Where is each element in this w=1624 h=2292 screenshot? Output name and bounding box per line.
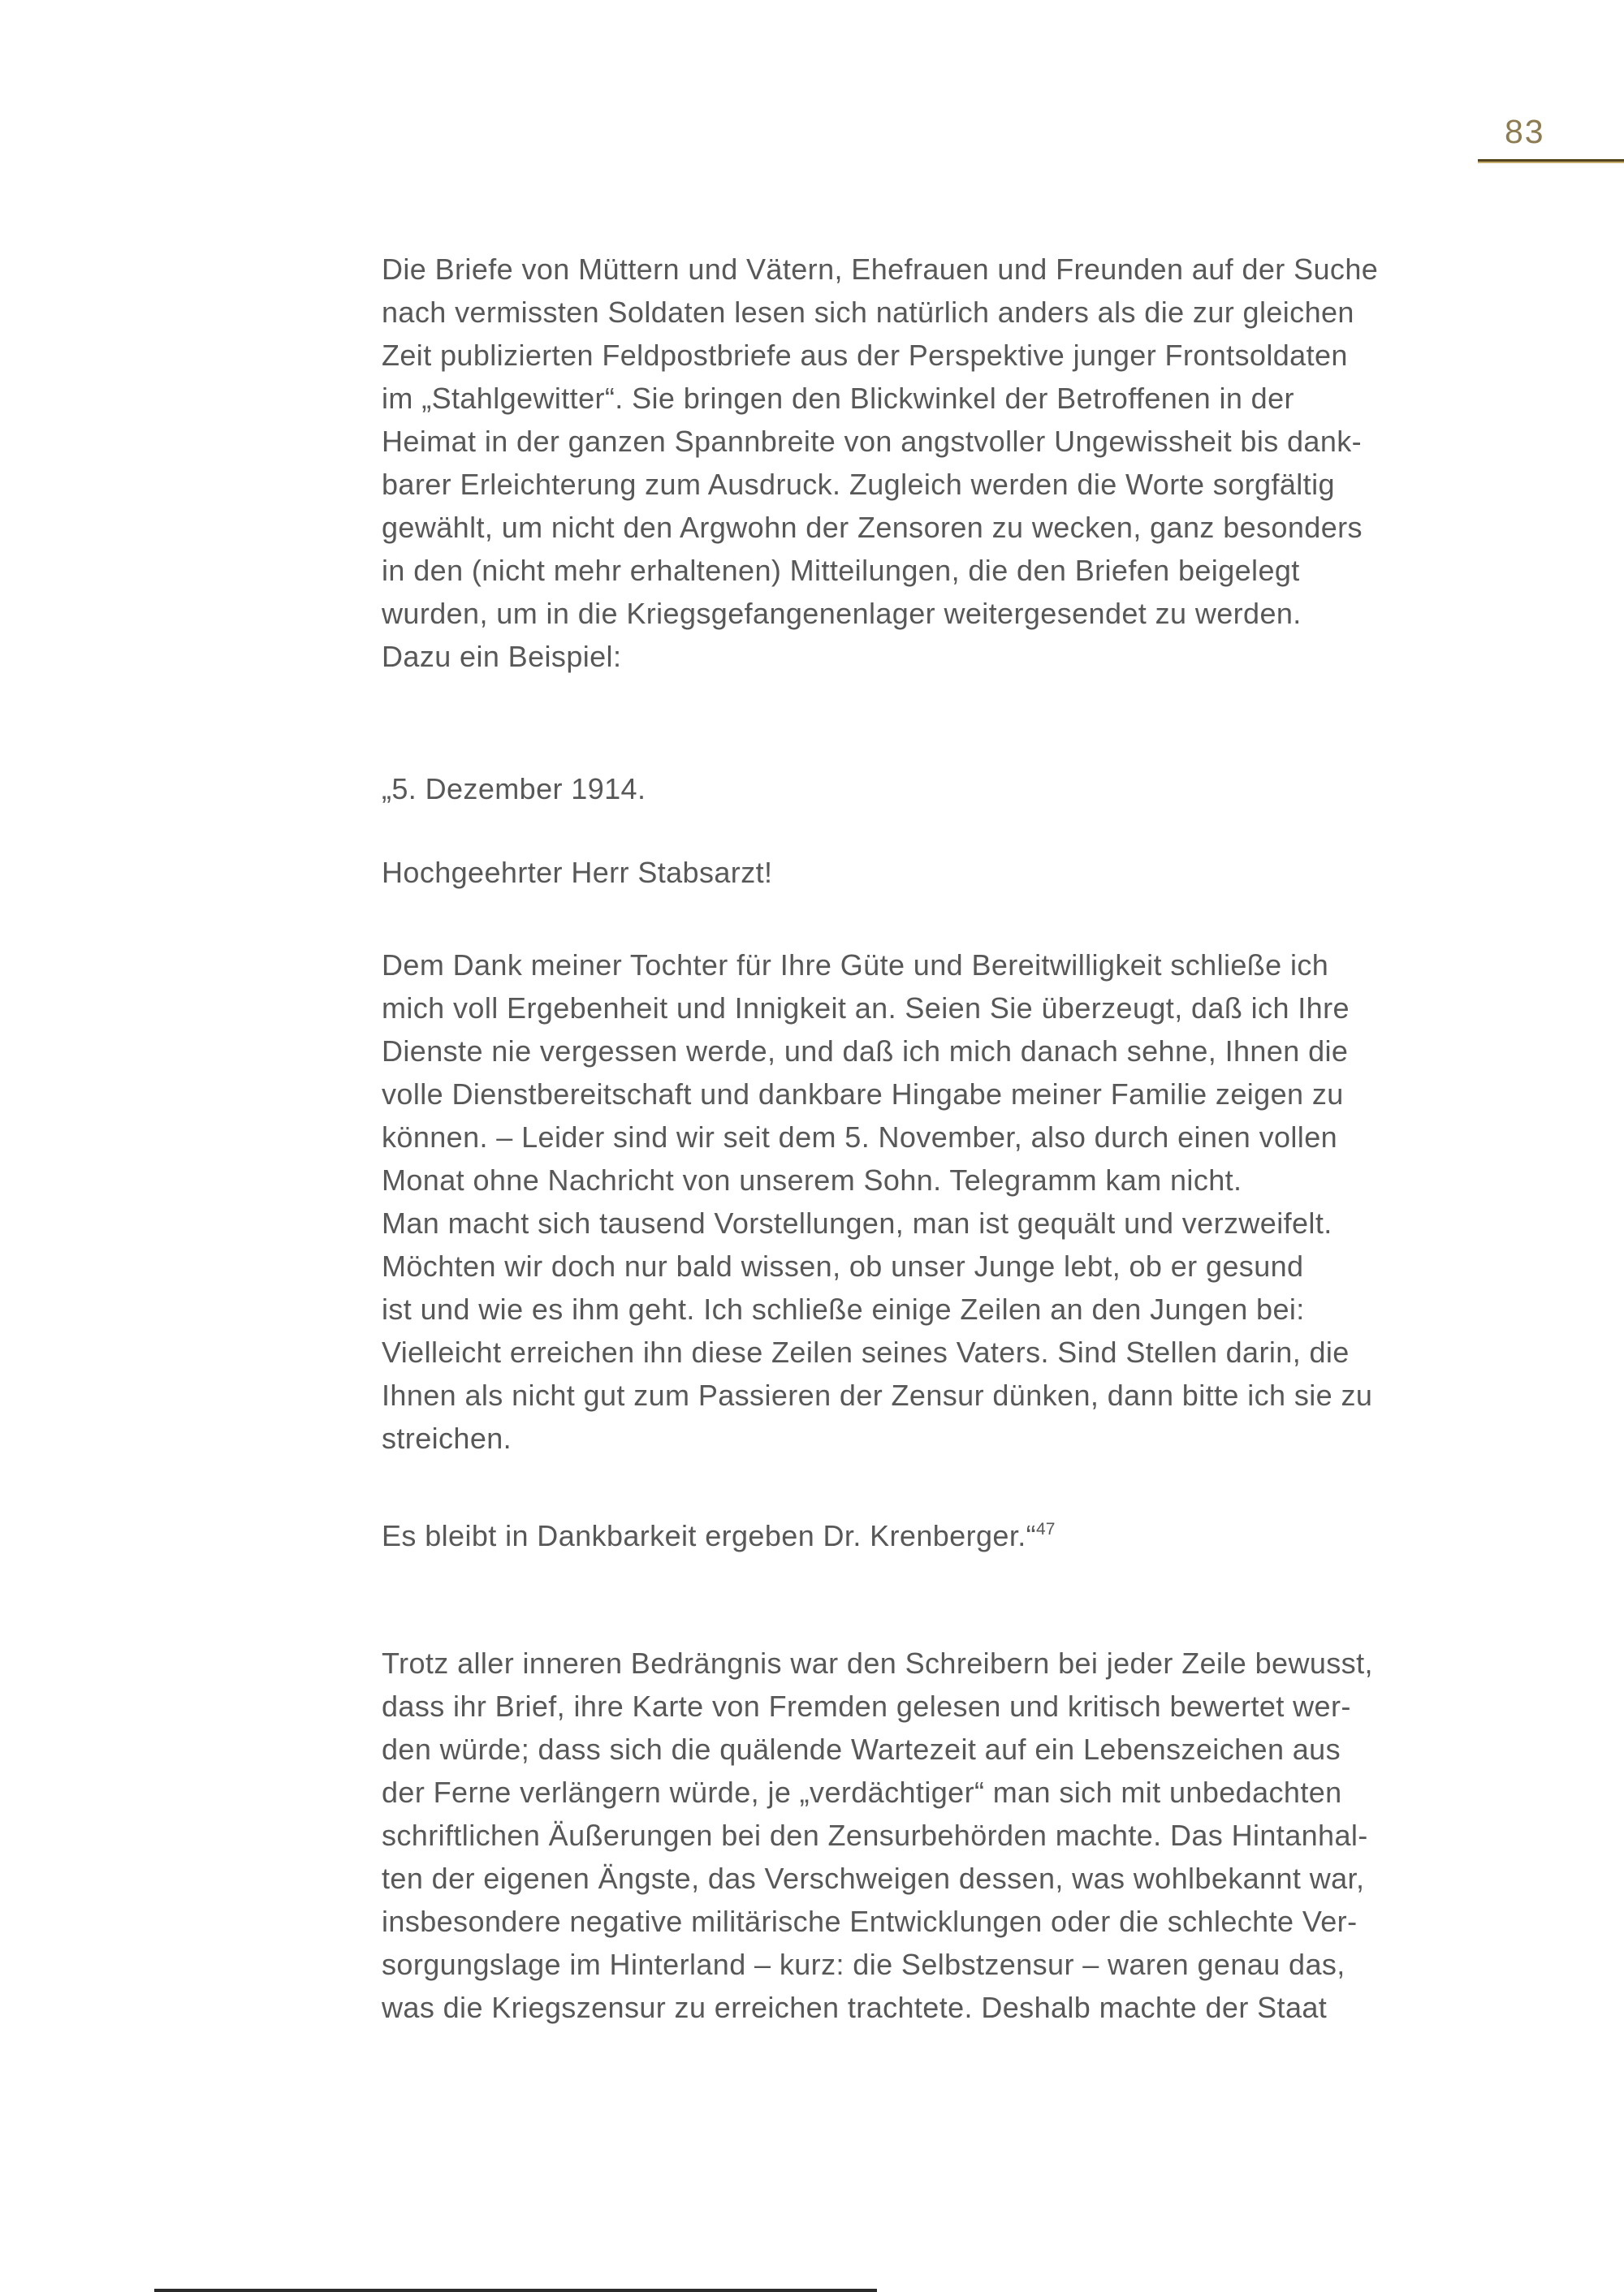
text-line: Man macht sich tausend Vorstellungen, man ist gequält und verzweifelt. — [382, 1206, 1332, 1240]
paragraph-intro — [382, 248, 1486, 678]
letter-closing — [382, 1508, 1486, 1551]
text-line: Dienste nie vergessen werde, und daß ich mich danach sehne, Ihnen die — [382, 1034, 1349, 1068]
letter-salutation — [382, 851, 1486, 894]
text-line: im „Stahlgewitter“. Sie bringen den Blickwinkel der Betroffenen in der — [382, 382, 1294, 415]
text-line: in den (nicht mehr erhaltenen) Mitteilungen, die den Briefen beigelegt — [382, 554, 1300, 587]
text-line: mich voll Ergebenheit und Innigkeit an. Seien Sie überzeugt, daß ich Ihre — [382, 991, 1350, 1025]
paragraph-outro — [382, 1642, 1486, 2029]
text-line: Hochgeehrter Herr Stabsarzt! — [382, 856, 773, 889]
text-line: Heimat in der ganzen Spannbreite von angstvoller Ungewissheit bis dank- — [382, 425, 1363, 458]
text-line: Trotz aller inneren Bedrängnis war den Schreibern bei jeder Zeile bewusst, — [382, 1647, 1373, 1680]
text-line: Ihnen als nicht gut zum Passieren der Zensur dünken, dann bitte ich sie zu — [382, 1379, 1373, 1412]
text-line: „5. Dezember 1914. — [382, 772, 646, 805]
text-line: insbesondere negative militärische Entwicklungen oder die schlechte Ver- — [382, 1905, 1358, 1938]
header-rule-light-line — [1478, 162, 1624, 163]
letter-closing-text: Es bleibt in Dankbarkeit ergeben Dr. Krenberger.“ — [382, 1519, 1037, 1552]
text-line: Dem Dank meiner Tochter für Ihre Güte und Bereitwilligkeit schließe ich — [382, 948, 1329, 982]
text-line: wurden, um in die Kriegsgefangenenlager weitergesendet zu werden. — [382, 597, 1302, 630]
text-line: Dazu ein Beispiel: — [382, 640, 622, 673]
text-line: Möchten wir doch nur bald wissen, ob unser Junge lebt, ob er gesund — [382, 1250, 1304, 1283]
text-line: nach vermissten Soldaten lesen sich natürlich anders als die zur gleichen — [382, 296, 1354, 329]
page-bottom-edge-line — [154, 2289, 877, 2292]
text-line: barer Erleichterung zum Ausdruck. Zugleich werden die Worte sorgfältig — [382, 468, 1335, 501]
page-number: 83 — [1505, 113, 1545, 150]
text-line — [382, 1508, 1486, 1551]
text-line: Vielleicht erreichen ihn diese Zeilen seines Vaters. Sind Stellen darin, die — [382, 1336, 1350, 1369]
text-line: den würde; dass sich die quälende Wartezeit auf ein Lebenszeichen aus — [382, 1733, 1341, 1766]
text-line: streichen. — [382, 1422, 512, 1455]
text-line: ist und wie es ihm geht. Ich schließe einige Zeilen an den Jungen bei: — [382, 1293, 1305, 1326]
header-rule — [1478, 159, 1624, 163]
letter-date-line — [382, 767, 1486, 810]
text-line: dass ihr Brief, ihre Karte von Fremden gelesen und kritisch bewertet wer- — [382, 1690, 1351, 1723]
text-line: volle Dienstbereitschaft und dankbare Hingabe meiner Familie zeigen zu — [382, 1077, 1344, 1111]
text-line: was die Kriegszensur zu erreichen trachtete. Deshalb machte der Staat — [382, 1991, 1328, 2024]
text-line: ten der eigenen Ängste, das Verschweigen dessen, was wohlbekannt war, — [382, 1862, 1365, 1895]
footnote-reference: 47 — [1036, 1520, 1056, 1539]
text-line: können. – Leider sind wir seit dem 5. November, also durch einen vollen — [382, 1120, 1338, 1154]
text-line: der Ferne verlängern würde, je „verdächtiger“ man sich mit unbedachten — [382, 1776, 1342, 1809]
text-line: Monat ohne Nachricht von unserem Sohn. Telegramm kam nicht. — [382, 1163, 1242, 1197]
letter-body — [382, 943, 1486, 1460]
text-line: Die Briefe von Müttern und Vätern, Ehefrauen und Freunden auf der Suche — [382, 253, 1379, 286]
text-line: Zeit publizierten Feldpostbriefe aus der Perspektive junger Frontsoldaten — [382, 339, 1348, 372]
text-line: sorgungslage im Hinterland – kurz: die Selbstzensur – waren genau das, — [382, 1948, 1345, 1981]
text-line: gewählt, um nicht den Argwohn der Zensoren zu wecken, ganz besonders — [382, 511, 1363, 544]
text-line: schriftlichen Äußerungen bei den Zensurbehörden machte. Das Hintanhal- — [382, 1819, 1368, 1852]
